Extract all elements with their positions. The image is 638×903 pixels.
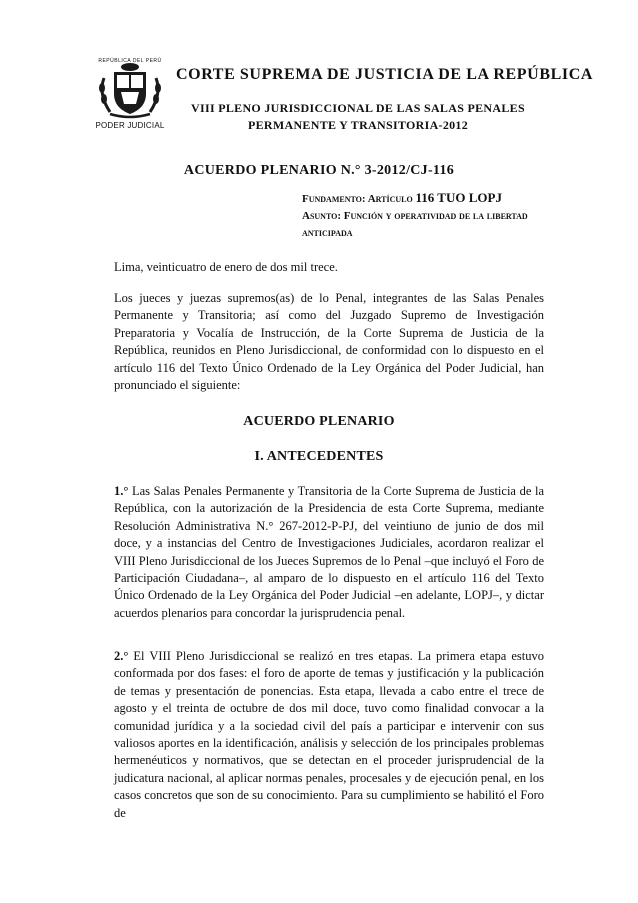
fundamento-tuo: 116 TUO LOPJ xyxy=(415,190,502,205)
seal-label: PODER JUDICIAL xyxy=(95,121,165,130)
agreement-metadata xyxy=(302,189,542,242)
fundamento-line xyxy=(302,189,542,208)
fundamento-value: Artículo xyxy=(367,193,413,205)
poder-judicial-seal xyxy=(90,58,170,140)
subtitle-line-1: VIII PLENO JURISDICCIONAL DE LAS SALAS PENALES xyxy=(191,101,525,115)
intro-paragraph: Los jueces y juezas supremos(as) de lo Penal, integrantes de las Salas Penales Permanente y Transitoria; así como del Juzgado Supremo de Investigación Preparatoria y Vocalía de Instrucción, de la Corte Suprema de Justicia de la República, reunidos en Pleno Jurisdiccional, de conformidad con lo dispuesto en el artículo 116 del Texto Único Ordenado de la Ley Orgánica del Poder Judicial, han pronunciado el siguiente: xyxy=(114,291,544,393)
fundamento-label: Fundamento: xyxy=(302,193,366,205)
paragraph-1-number: 1.° xyxy=(114,484,129,498)
asunto-label: Asunto: xyxy=(302,210,342,222)
asunto-line xyxy=(302,208,542,242)
paragraph-2-number: 2.° xyxy=(114,649,129,663)
paragraph-1 xyxy=(114,483,544,622)
pleno-subtitle xyxy=(176,100,540,134)
section-heading: ACUERDO PLENARIO xyxy=(243,414,395,429)
agreement-number: ACUERDO PLENARIO N.° 3-2012/CJ-116 xyxy=(183,163,455,178)
seal-arc-text: REPÚBLICA DEL PERÚ xyxy=(98,58,162,64)
place-date: Lima, veinticuatro de enero de dos mil trece. xyxy=(114,260,338,274)
subtitle-line-2: PERMANENTE Y TRANSITORIA-2012 xyxy=(247,118,469,132)
coat-of-arms-icon xyxy=(90,58,170,120)
asunto-value: Función y operatividad de la libertad anticipada xyxy=(302,210,528,239)
court-name: CORTE SUPREMA DE JUSTICIA DE LA REPÚBLICA xyxy=(176,66,593,83)
paragraph-1-text: Las Salas Penales Permanente y Transitoria de la Corte Suprema de Justicia de la República, con la autorización de la Presidencia de esta Corte Suprema, mediante Resolución Administrativa N.° 267-2012-P-PJ, del veintiuno de junio de dos mil doce, y a instancias del Centro de Investigaciones Judiciales, acordaron realizar el VIII Pleno Jurisdiccional de los Jueces Supremos de lo Penal –que incluyó el Foro de Participación Ciudadana–, al amparo de lo dispuesto en el artículo 116 del Texto Único Ordenado de la Ley Orgánica del Poder Judicial –en adelante, LOPJ–, y dictar acuerdos plenarios para concordar la jurisprudencia penal. xyxy=(114,484,544,620)
paragraph-2-text: El VIII Pleno Jurisdiccional se realizó en tres etapas. La primera etapa estuvo conformada por dos fases: el foro de aporte de temas y justificación y la publicación de temas y presentación de ponencias. Esta etapa, llevada a cabo entre el trece de agosto y el treinta de octubre de dos mil doce, tuvo como finalidad convocar a la comunidad jurídica y a la sociedad civil del país a participar e intervenir con sus valiosos aportes en la identificación, análisis y selección de los principales problemas hermenéuticos y normativos, que se detectan en el proceder jurisprudencial de la judicatura nacional, al aplicar normas penales, procesales y de ejecución penal, en los casos concretos que son de su conocimiento. Para su cumplimiento se habilitó el Foro de xyxy=(114,649,544,820)
subsection-heading: I. ANTECEDENTES xyxy=(254,449,384,464)
paragraph-2 xyxy=(114,648,544,822)
